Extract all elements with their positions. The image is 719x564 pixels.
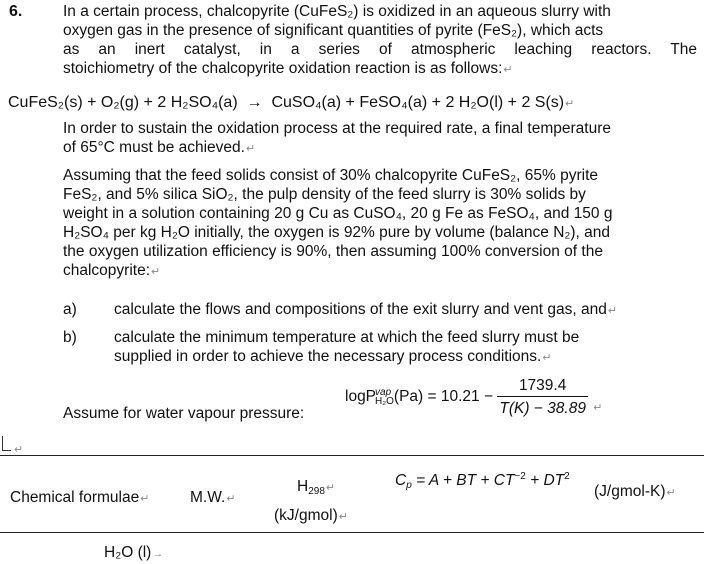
part-a-text: calculate the flows and compositions of the exit slurry and vent gas, and↵ xyxy=(114,301,618,318)
formula-fraction xyxy=(497,376,588,418)
formula-numerator: 1739.4 xyxy=(518,377,567,394)
formula-superscript: vap xyxy=(375,387,392,398)
part-b-label: b) xyxy=(63,329,77,346)
table-top-rule xyxy=(0,455,704,456)
conditions-line: FeS₂, and 5% silica SiO₂, the pulp density of the feed slurry is 30% solids by xyxy=(63,186,586,203)
conditions-line: H₂SO₄ per kg H₂O initially, the oxygen is 92% pure by volume (balance N₂), and xyxy=(63,224,611,241)
table-header-cp: $C_p = A$ + BT + $CT^{-2} + DT^2$ xyxy=(395,471,570,491)
table-header-formula: Chemical formulae↵ xyxy=(10,489,150,506)
formula-units: (Pa) xyxy=(393,388,424,406)
conditions-paragraph xyxy=(63,166,697,282)
section-marker xyxy=(2,436,11,451)
temperature-paragraph xyxy=(63,119,697,159)
intro-line: oxygen gas in the presence of significant quantities of pyrite (FeS₂), which acts xyxy=(63,22,604,39)
question-number: 6. xyxy=(9,3,23,20)
formula-subscript: H₂O xyxy=(375,396,394,407)
part-a-label: a) xyxy=(63,301,77,318)
intro-line: In a certain process, chalcopyrite (CuFeS₂) is oxidized in an aqueous slurry with xyxy=(63,3,611,20)
table-header-h298: $H_{298}↵$ xyxy=(297,478,336,497)
table-cell-formula: H₂O (l) xyxy=(104,544,152,561)
intro-line: as an inert catalyst, in a series of atmospheric leaching reactors. The xyxy=(63,41,697,58)
table-header-cp-units: (J/gmol-K)↵ xyxy=(594,483,676,500)
reaction-equation: CuFeS₂(s) + O₂(g) + 2 H₂SO₄(a) → CuSO₄(a) + FeSO₄(a) + 2 H₂O(l) + 2 S(s)↵ xyxy=(8,94,575,111)
intro-paragraph xyxy=(63,2,697,80)
part-b-text xyxy=(114,328,697,368)
intro-line: stoichiometry of the chalcopyrite oxidation reaction is as follows:↵ xyxy=(63,60,513,77)
formula-constant: = 10.21 − xyxy=(427,388,494,406)
formula-lhs: logP xyxy=(345,388,377,406)
paragraph-mark: ↵ xyxy=(14,444,24,456)
conditions-line: Assuming that the feed solids consist of 30% chalcopyrite CuFeS₂, 65% pyrite xyxy=(63,167,599,184)
formula-denominator: T(K) − 38.89 xyxy=(497,396,588,418)
part-b-line: calculate the minimum temperature at which the feed slurry must be xyxy=(114,329,580,346)
temperature-line: of 65°C must be achieved.↵ xyxy=(63,139,256,156)
conditions-line: weight in a solution containing 20 g Cu as CuSO₄, 20 g Fe as FeSO₄, and 150 g xyxy=(63,205,613,222)
part-b-line: supplied in order to achieve the necessary process conditions.↵ xyxy=(114,348,552,365)
table-row: H₂O (l)→ xyxy=(104,544,164,561)
temperature-line: In order to sustain the oxidation process at the required rate, a final temperature xyxy=(63,120,611,137)
table-header-mw: M.W.↵ xyxy=(190,489,236,506)
table-header-rule xyxy=(0,532,704,533)
table-header-h298-units: (kJ/gmol)↵ xyxy=(274,507,348,524)
conditions-line: the oxygen utilization efficiency is 90%, then assuming 100% conversion of the xyxy=(63,243,603,260)
vapour-pressure-label: Assume for water vapour pressure: xyxy=(63,405,305,422)
conditions-line: chalcopyrite:↵ xyxy=(63,262,161,279)
vapour-pressure-formula: logP vap H₂O (Pa) = 10.21 − $\frac{1739.4}{T(K) - 38.89}$ $_↵$ xyxy=(345,377,603,417)
